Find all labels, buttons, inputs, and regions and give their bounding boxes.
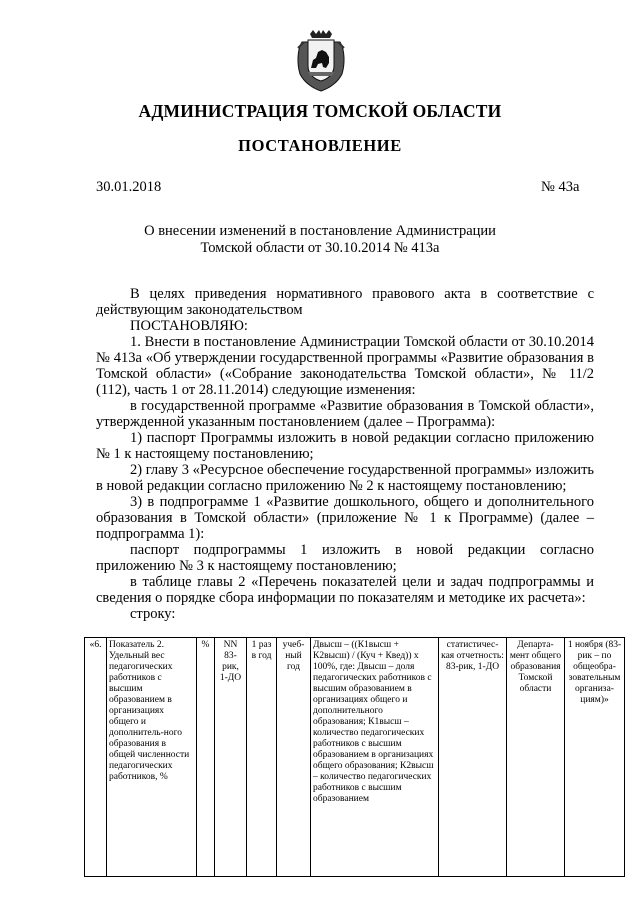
paragraph: 3) в подпрограмме 1 «Развитие дошкольного, общего и дополнительного образования в Томской области» (приложение № 1 к Программе) (далее – подпрограмма 1): [96, 494, 594, 542]
subject-line: Томской области от 30.10.2014 № 413а [200, 240, 440, 256]
table-cell: «6. [85, 638, 107, 877]
document-body [96, 286, 594, 622]
document-subject [0, 223, 640, 257]
paragraph: в государственной программе «Развитие образования в Томской области», утвержденной указанным постановлением (далее – Программа): [96, 398, 594, 430]
organization-title: АДМИНИСТРАЦИЯ ТОМСКОЙ ОБЛАСТИ [138, 101, 502, 121]
table-cell: Двысш – ((К1высш + К2высш) / (Куч + Квед)) x 100%, где: Двысш – доля педагогических работников с высшим образованием в организациях общего и дополнительного образования; К1высш – количество педагогических работников с высшим образованием в организациях общего образования; К2высш – количество педагогических работников с высшим образованием [311, 638, 439, 877]
table-row [85, 638, 625, 877]
table-cell: учеб-ный год [277, 638, 311, 877]
paragraph: паспорт подпрограммы 1 изложить в новой редакции согласно приложению № 3 к настоящему постановлению; [96, 542, 594, 574]
paragraph: 1. Внести в постановление Администрации Томской области от 30.10.2014 № 413а «Об утверждении государственной программы «Развитие образования в Томской области» («Собрание законодательства Томской области», № 11/2 (112), часть 1 от 28.11.2014) следующие изменения: [96, 334, 594, 398]
paragraph: 1) паспорт Программы изложить в новой редакции согласно приложению № 1 к настоящему постановлению; [96, 430, 594, 462]
paragraph: строку: [130, 606, 176, 622]
coat-of-arms-icon [296, 30, 346, 92]
paragraph: 2) главу 3 «Ресурсное обеспечение государственной программы» изложить в новой редакции согласно приложению № 2 к настоящему постановлению; [96, 462, 595, 494]
table-cell: % [197, 638, 215, 877]
table-cell: 1 ноября (83-рик – по общеобра-зовательным организа-циям)» [565, 638, 625, 877]
paragraph: в таблице главы 2 «Перечень показателей цели и задач подпрограммы и сведения о порядке сбора информации по показателям и методике их расчета»: [96, 574, 594, 606]
paragraph: В целях приведения нормативного правового акта в соответствие с действующим законодательством [96, 286, 594, 318]
table-cell: Показатель 2. Удельный вес педагогических работников с высшим образованием в организациях общего и дополнитель-ного образования в общей численности педагогических работников, % [107, 638, 197, 877]
table-cell: NN 83-рик, 1-ДО [215, 638, 247, 877]
table-cell: Департа-мент общего образования Томской области [507, 638, 565, 877]
document-type: ПОСТАНОВЛЕНИЕ [238, 136, 402, 155]
document-number: № 43а [541, 179, 580, 195]
document-date: 30.01.2018 [96, 179, 162, 195]
indicator-table [84, 637, 625, 877]
table-cell: 1 раз в год [247, 638, 277, 877]
paragraph: ПОСТАНОВЛЯЮ: [130, 318, 248, 334]
table-cell: статистичес-кая отчетность: 83-рик, 1-ДО [439, 638, 507, 877]
subject-line: О внесении изменений в постановление Администрации [144, 223, 496, 239]
